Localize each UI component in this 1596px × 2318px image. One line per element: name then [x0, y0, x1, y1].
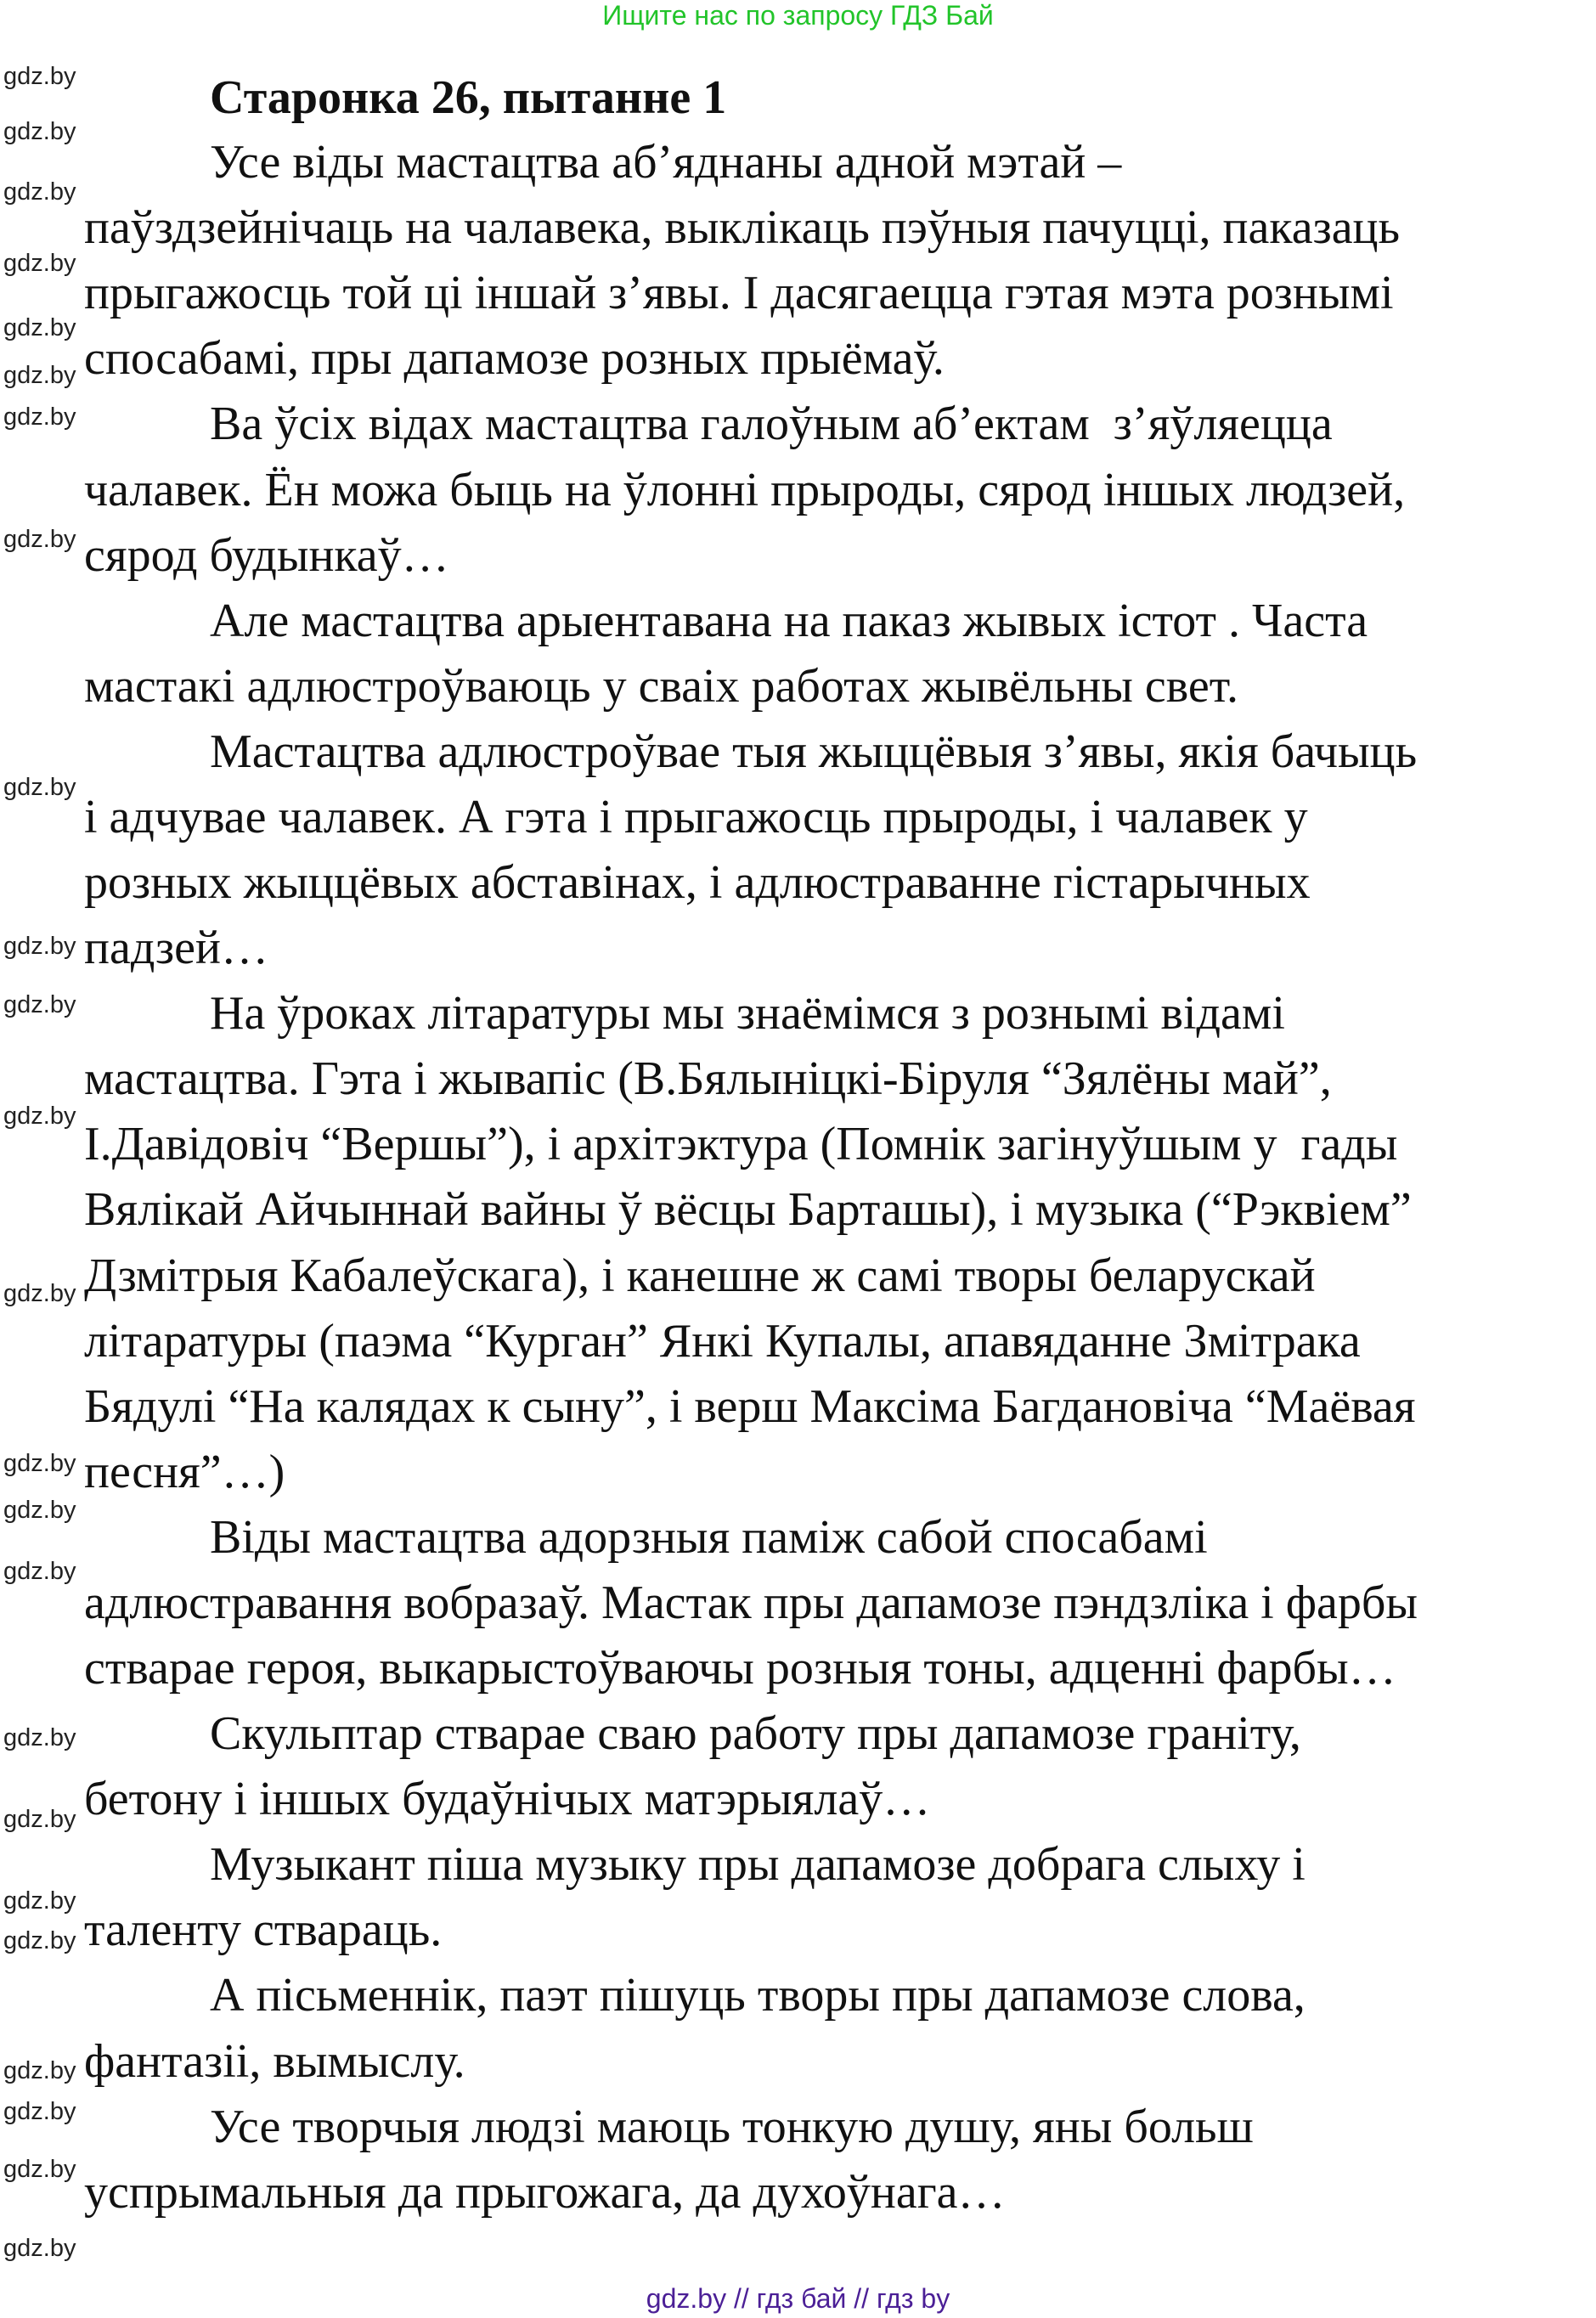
promo-header[interactable]: Ищите нас по запросу ГДЗ Бай	[602, 0, 994, 31]
watermark: gdz.by	[3, 63, 76, 90]
watermark: gdz.by	[3, 1887, 76, 1915]
text-line: Скульптар стварае сваю работу пры дапамозе граніту,	[210, 1707, 1301, 1760]
text-line: І.Давідовіч “Вершы”), і архітэктура (Помнік загінуўшым у гады	[84, 1118, 1398, 1170]
watermark: gdz.by	[3, 2098, 76, 2125]
text-line: мастацтва. Гэта і жывапіс (В.Бялыніцкі-Біруля “Зялёны май”,	[84, 1052, 1332, 1105]
text-line: Бядулі “На калядах к сыну”, і верш Максіма Багдановіча “Маёвая	[84, 1380, 1416, 1433]
watermark: gdz.by	[3, 250, 76, 277]
text-line: і адчувае чалавек. А гэта і прыгажосць прыроды, і чалавек у	[84, 791, 1308, 843]
text-line: Ва ўсіх відах мастацтва галоўным аб’ектам з’яўляецца	[210, 398, 1333, 450]
text-line: Вялікай Айчыннай вайны ў вёсцы Барташы), і музыка (“Рэквіем”	[84, 1183, 1412, 1236]
text-line: чалавек. Ён можа быць на ўлонні прыроды, сярод іншых людзей,	[84, 464, 1406, 516]
text-line: песня”…)	[84, 1446, 285, 1498]
watermark: gdz.by	[3, 2235, 76, 2262]
text-line: паўздзейнічаць на чалавека, выклікаць пэўныя пачуцці, паказаць	[84, 201, 1401, 254]
text-line: падзей…	[84, 922, 268, 974]
text-line: мастакі адлюстроўваюць у сваіх работах жывёльны свет.	[84, 660, 1238, 713]
watermark: gdz.by	[3, 178, 76, 206]
text-line: стварае героя, выкарыстоўваючы розныя тоны, адценні фарбы…	[84, 1642, 1396, 1695]
page-title: Старонка 26, пытанне 1	[210, 71, 727, 124]
watermark: gdz.by	[3, 2156, 76, 2183]
watermark: gdz.by	[3, 526, 76, 553]
text-line: Але мастацтва арыентавана на паказ жывых істот . Часта	[210, 595, 1368, 647]
text-line: спосабамі, пры дапамозе розных прыёмаў.	[84, 332, 945, 385]
text-line: розных жыццёвых абставінах, і адлюстраванне гістарычных	[84, 856, 1311, 909]
watermark: gdz.by	[3, 2057, 76, 2084]
watermark: gdz.by	[3, 1558, 76, 1585]
text-line: адлюстравання вобразаў. Мастак пры дапамозе пэндзліка і фарбы	[84, 1576, 1418, 1629]
text-line: фантазіі, вымыслу.	[84, 2035, 465, 2088]
text-line: На ўроках літаратуры мы знаёмімся з рознымі відамі	[210, 987, 1285, 1040]
watermark: gdz.by	[3, 1450, 76, 1477]
watermark: gdz.by	[3, 1280, 76, 1307]
watermark: gdz.by	[3, 1103, 76, 1130]
watermark: gdz.by	[3, 1927, 76, 1954]
text-line: Музыкант піша музыку пры дапамозе добрага слыху і	[210, 1838, 1306, 1891]
watermark: gdz.by	[3, 118, 76, 145]
footer-links[interactable]: gdz.by // гдз бай // гдз by	[646, 2283, 950, 2314]
text-line: А пісьменнік, паэт пішуць творы пры дапамозе слова,	[210, 1969, 1306, 2022]
text-line: успрымальныя да прыгожага, да духоўнага…	[84, 2166, 1006, 2219]
text-line: Дзмітрыя Кабалеўскага), і канешне ж самі творы беларускай	[84, 1249, 1316, 1302]
text-line: бетону і іншых будаўнічых матэрыялаў…	[84, 1773, 931, 1825]
watermark: gdz.by	[3, 774, 76, 801]
text-line: прыгажосць той ці іншай з’явы. І дасягаецца гэтая мэта рознымі	[84, 267, 1394, 319]
text-line: таленту ствараць.	[84, 1903, 443, 1956]
watermark: gdz.by	[3, 991, 76, 1018]
watermark: gdz.by	[3, 362, 76, 389]
watermark: gdz.by	[3, 1497, 76, 1524]
watermark: gdz.by	[3, 933, 76, 960]
text-line: Мастацтва адлюстроўвае тыя жыццёвыя з’явы, якія бачыць	[210, 725, 1418, 778]
text-line: Віды мастацтва адорзныя паміж сабой спосабамі	[210, 1511, 1208, 1564]
watermark: gdz.by	[3, 1724, 76, 1751]
watermark: gdz.by	[3, 314, 76, 341]
text-line: Усе віды мастацтва аб’яднаны адной мэтай –	[210, 136, 1122, 189]
text-line: сярод будынкаў…	[84, 529, 449, 582]
watermark: gdz.by	[3, 1806, 76, 1833]
text-line: Усе творчыя людзі маюць тонкую душу, яны больш	[210, 2101, 1254, 2153]
watermark: gdz.by	[3, 403, 76, 431]
text-line: літаратуры (паэма “Курган” Янкі Купалы, апавяданне Змітрака	[84, 1315, 1361, 1368]
